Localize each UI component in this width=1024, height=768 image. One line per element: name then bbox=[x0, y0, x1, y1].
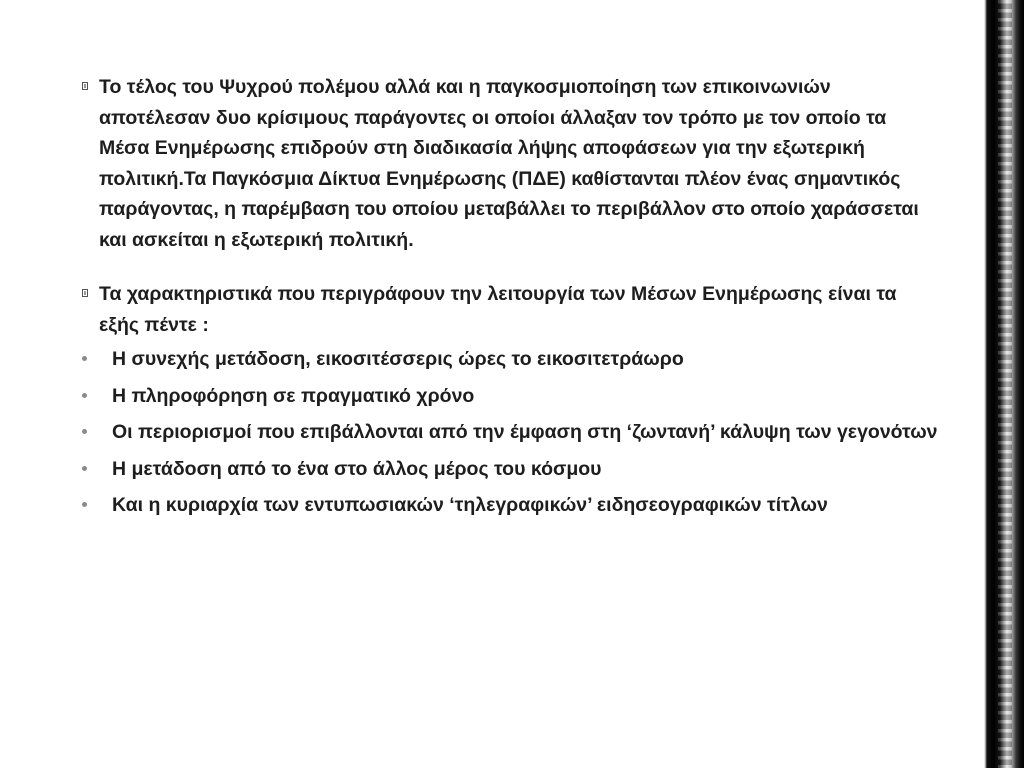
square-bullet-icon bbox=[82, 289, 88, 297]
dot-bullet-icon bbox=[82, 466, 87, 471]
list-item-live-coverage bbox=[80, 417, 940, 448]
list-item-headlines bbox=[80, 490, 940, 521]
list-item-text: Οι περιορισμοί που επιβάλλονται από την έμφαση στη ‘ζωντανή’ κάλυψη των γεγονότων bbox=[112, 421, 938, 443]
list-item-global-transmission bbox=[80, 454, 940, 485]
list-item-text: Η μετάδοση από το ένα στο άλλος μέρος του κόσμου bbox=[112, 457, 602, 480]
paragraph-text: Το τέλος του Ψυχρού πολέμου αλλά και η παγκοσμιοποίηση των επικοινωνιών αποτέλεσαν δυο κρίσιμους παράγοντες οι οποίοι άλλαξαν τον τρόπο με τον οποίο τα Μέσα Ενημέρωσης επιδρούν στη διαδικασία λήψης αποφάσεων για την εξωτερική πολιτική.Τα Παγκόσμια Δίκτυα Ενημέρωσης (ΠΔΕ) καθίστανται πλέον ένας σημαντικός παράγοντας, η παρέμβαση του οποίου μεταβάλλει το περιβάλλον στο οποίο χαράσσεται και ασκείται η εξωτερική πολιτική. bbox=[99, 76, 919, 251]
dot-bullet-icon bbox=[82, 502, 87, 507]
paragraph-cold-war bbox=[80, 72, 940, 255]
slide-content bbox=[80, 72, 940, 527]
dot-bullet-icon bbox=[82, 393, 87, 398]
paragraph-text: Τα χαρακτηριστικά που περιγράφουν την λειτουργία των Μέσων Ενημέρωσης είναι τα εξής πέντε : bbox=[99, 283, 897, 336]
list-item-real-time bbox=[80, 381, 940, 412]
square-bullet-icon bbox=[82, 82, 88, 90]
decorative-side-bar bbox=[980, 0, 1024, 768]
list-item-text: Η συνεχής μετάδοση, εικοσιτέσσερις ώρες το εικοσιτετράωρο bbox=[112, 348, 684, 370]
list-item-text: Η πληροφόρηση σε πραγματικό χρόνο bbox=[112, 384, 475, 407]
list-item-continuous-broadcast bbox=[80, 344, 940, 375]
dot-bullet-icon bbox=[82, 429, 87, 434]
paragraph-characteristics bbox=[80, 279, 940, 340]
list-item-text: Και η κυριαρχία των εντυπωσιακών ‘τηλεγραφικών’ ειδησεογραφικών τίτλων bbox=[112, 494, 828, 516]
dot-bullet-icon bbox=[82, 356, 87, 361]
